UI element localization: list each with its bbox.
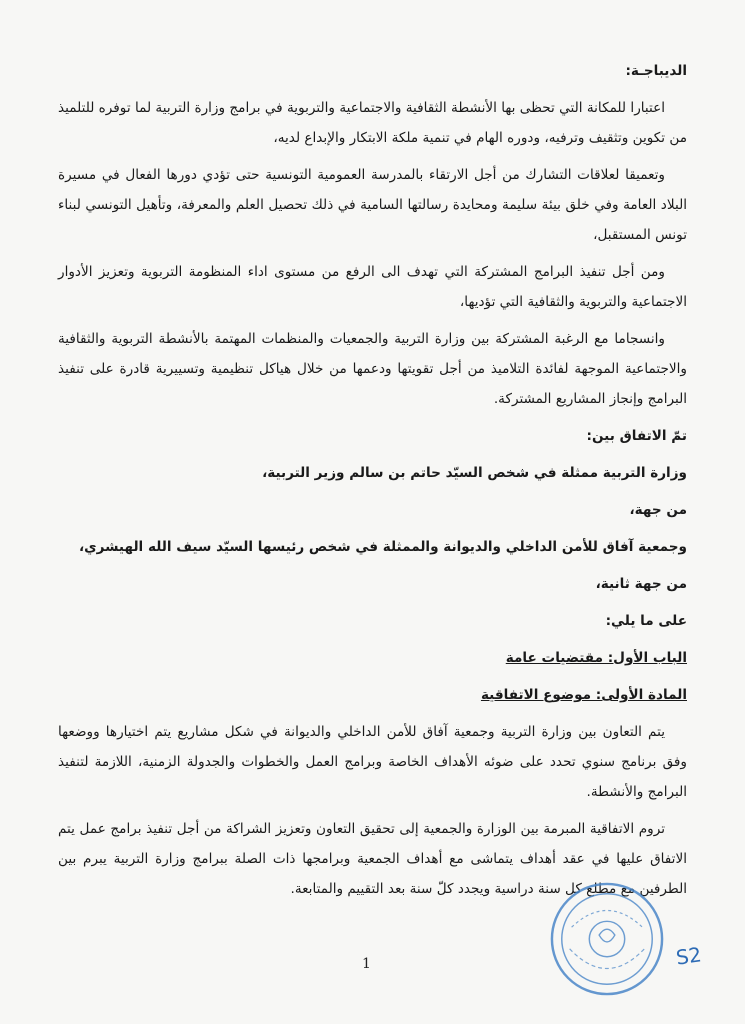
first-party-side: من جهة، xyxy=(629,502,687,518)
preamble-paragraph-3: ومن أجل تنفيذ البرامج المشتركة التي تهدف الى الرفع من مستوى اداء المنظومة التربوية وتعزيز الأدوار الاجتماعية والتربوية والثقافية التي تؤديها، xyxy=(58,264,687,310)
preamble-title: الديباجـة: xyxy=(625,63,687,79)
preamble-paragraph-2: وتعميقا لعلاقات التشارك من أجل الارتقاء بالمدرسة العمومية التونسية حتى تؤدي دورها الفعال في مسيرة البلاد العامة وفي خلق بيئة سليمة ومحايدة رسالتها السامية في ذلك تحصيل العلم والمعرفة، وتأهيل التونسي لبناء تونس المستقبل، xyxy=(58,167,687,243)
chapter-1-title: الباب الأول: مقتضيات عامة xyxy=(505,650,687,666)
second-party: وجمعية آفاق للأمن الداخلي والديوانة والممثلة في شخص رئيسها السيّد سيف الله الهيشري، xyxy=(79,539,687,555)
article-1-paragraph-2: تروم الاتفاقية المبرمة بين الوزارة والجمعية إلى تحقيق التعاون وتعزيز الشراكة من أجل تنفيذ برامج عمل يتم الاتفاق عليها في عقد أهداف يتماشى مع أهداف الجمعية وبرامجها ذات الصلة ببرامج وزارة التربية يبرم بين الطرفين مع مطلع كل سنة دراسية ويجدد كلّ سنة بعد التقييم والمتابعة. xyxy=(58,821,687,897)
handwritten-initials: S2 xyxy=(674,942,703,970)
article-1-title: المادة الأولى: موضوع الاتفاقية xyxy=(480,687,687,703)
preamble-paragraph-4: وانسجاما مع الرغبة المشتركة بين وزارة التربية والجمعيات والمنظمات المهتمة بالأنشطة التربوية والثقافية والاجتماعية الموجهة لفائدة التلاميذ من أجل تقويتها ودعمها من خلال هياكل تنظيمية وتسييرية قادرة على تنفيذ البرامج وإنجاز المشاريع المشتركة. xyxy=(58,331,687,407)
agreement-between: تمّ الاتفاق بين: xyxy=(586,428,687,444)
page-number: 1 xyxy=(362,956,371,972)
second-party-side: من جهة ثانية، xyxy=(595,576,687,592)
first-party: وزارة التربية ممثلة في شخص السيّد حاتم بن سالم وزير التربية، xyxy=(262,465,687,481)
article-1-paragraph-1: يتم التعاون بين وزارة التربية وجمعية آفاق للأمن الداخلي والديوانة في شكل مشاريع يتم اختيارها ووضعها وفق برنامج سنوي تحدد على ضوئه الأهداف الخاصة وبرامج العمل والخطوات والجدولة الزمنية، اللازمة لتنفيذ البرامج والأنشطة. xyxy=(58,724,687,800)
agreed-on: على ما يلي: xyxy=(605,613,687,629)
preamble-paragraph-1: اعتبارا للمكانة التي تحظى بها الأنشطة الثقافية والاجتماعية والتربوية في برامج وزارة التربية لما توفره للتلميذ من تكوين وتثقيف وترفيه، ودوره الهام في تنمية ملكة الابتكار والإبداع لديه، xyxy=(58,100,687,146)
document-body xyxy=(58,56,687,911)
official-stamp xyxy=(548,880,666,998)
